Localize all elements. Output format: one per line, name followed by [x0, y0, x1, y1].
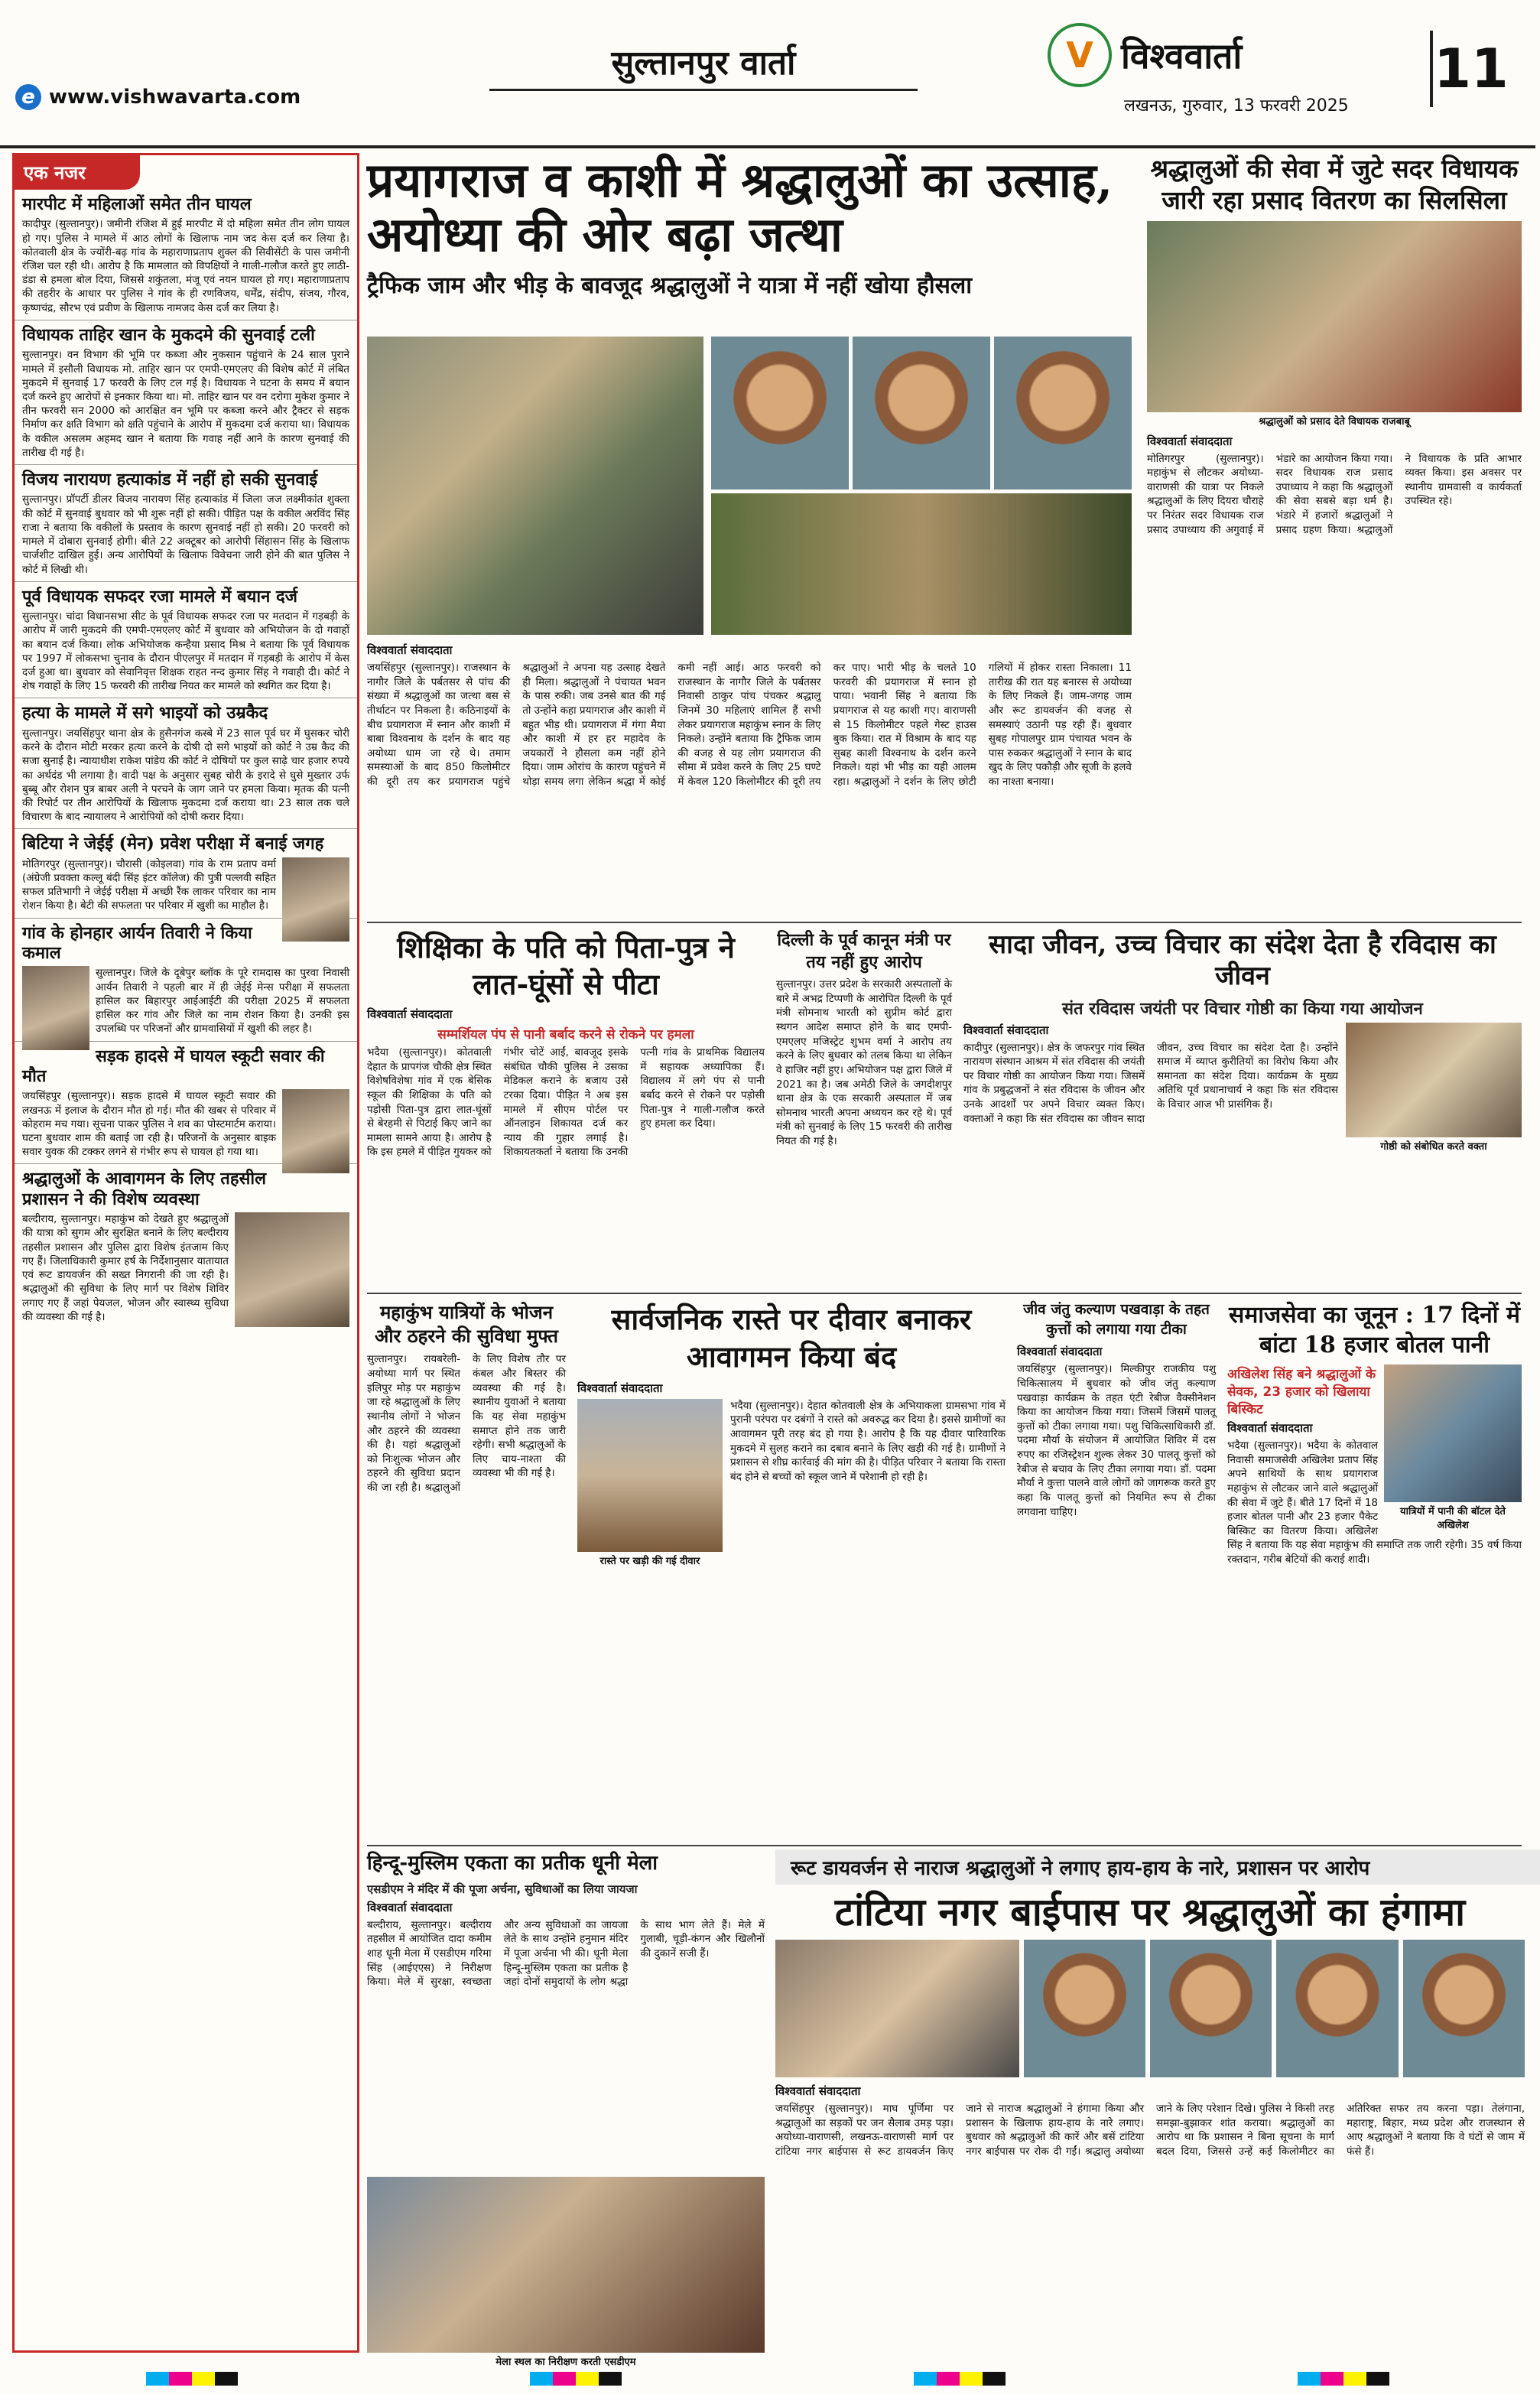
delhi-headline: दिल्ली के पूर्व कानून मंत्री पर तय नहीं हुए आरोप — [777, 930, 951, 972]
brief-title: श्रद्धालुओं के आवागमन के लिए तहसील प्रशासन ने की विशेष व्यवस्था — [22, 1169, 266, 1209]
unity-caption: मेला स्थल का निरीक्षण करती एसडीएम — [495, 2356, 636, 2368]
prasad-story — [1147, 153, 1522, 780]
page-number: 11 — [1430, 31, 1509, 107]
brief-item — [15, 465, 357, 582]
victim-photo — [282, 1089, 349, 1173]
prasad-headline: श्रद्धालुओं की सेवा में जुटे सदर विधायक जारी रहा प्रसाद वितरण का सिलसिला — [1150, 154, 1519, 216]
brief-item — [15, 1042, 357, 1165]
unity-byline: विश्ववार्ता संवाददाता — [367, 1900, 453, 1914]
divider — [367, 1293, 1522, 1294]
ravidas-caption: गोष्ठी को संबोधित करते वक्ता — [1380, 1140, 1487, 1153]
mahakumbh-text: सुल्तानपुर। रायबरेली-अयोध्या मार्ग पर स्थित इलिपुर मोड़ पर महाकुंभ जा रहे श्रद्धालुओं के लिए स्थानीय लोगों ने भोजन और ठहरने की व्यवस्था की है। यहां श्रद्धालुओं को निःशुल्क भोजन और ठहरने की सुविधा प्रदान की जा रही है। श्रद्धालुओं के लिए विशेष तौर पर कंबल और बिस्तर की व्यवस्था की गई है। स्थानीय युवाओं ने बताया कि यह सेवा महाकुंभ समाप्त होने तक जारी रहेगी। सभी श्रद्धालुओं के लिए चाय-नाश्ता की व्यवस्था भी की गई है। — [367, 1353, 566, 1494]
brief-title: गांव के होनहार आर्यन तिवारी ने किया कमाल — [22, 922, 252, 964]
unity-headline: हिन्दू-मुस्लिम एकता का प्रतीक धूनी मेला — [367, 1852, 658, 1875]
brand-name: विश्ववार्ता — [1121, 35, 1243, 76]
wall-headline: सार्वजनिक रास्ते पर दीवार बनाकर आवागमन किया बंद — [611, 1302, 972, 1374]
mahakumbh-headline: महाकुंभ यात्रियों के भोजन और ठहरने की सुविधा मुफ्त — [375, 1301, 558, 1348]
animal-byline: विश्ववार्ता संवाददाता — [1017, 1345, 1103, 1359]
water-photo-box — [1384, 1365, 1522, 1531]
brief-title: सड़क हादसे में घायल स्कूटी सवार की मौत — [22, 1046, 325, 1086]
unity-photo — [367, 2177, 765, 2353]
cooking-photo — [711, 493, 1132, 635]
brief-body: कादीपुर (सुल्तानपुर)। जमीनी रंजिश में हुई मारपीट में दो महिला समेत तीन लोग घायल हो गए। पुलिस ने मामले में आठ लोगों के खिलाफ नाम जद केस दर्ज कर लिया है। कोतवाली क्षेत्र के ज्योंरी-बढ़ गांव के महाराणाप्रताप शुक्ल की सिवीसेंटी के पास जमीनी रंजिश चल रही थी। आरोप है कि मामलात को विपक्षियों ने गाली-गलौज करते हुए लाठी-डंडा से हमला बोल दिया, जिससे शकुंतला, मंजू एवं नयन घायल हो गए। महाराणाप्रताप की तहरीर के आधार पर पुलिस ने गांव के ही रणविजय, धर्मेंद्र, संदीप, संजय, गौरव, कृष्णचंद्र, सौरभ एवं प्रवीण के खिलाफ नामजद केस दर्ज कर लिया है। — [22, 218, 349, 314]
prasad-caption: श्रद्धालुओं को प्रसाद देते विधायक राजबाबू — [1259, 415, 1410, 428]
teacher-kicker: सम्मर्शियल पंप से पानी बर्बाद करने से रोकने पर हमला — [437, 1027, 694, 1042]
mahakumbh-story — [367, 1300, 566, 1843]
delhi-story — [776, 929, 952, 1289]
tantiya-kicker: रूट डायवर्जन से नाराज श्रद्धालुओं ने लगाए हाय-हाय के नारे, प्रशासन पर आरोप — [775, 1849, 1540, 1885]
ravidas-subhead: संत रविदास जयंती पर विचार गोष्ठी का किया गया आयोजन — [1062, 999, 1423, 1019]
ek-nazar-column — [12, 153, 359, 2353]
section-title: सुल्तानपुर वार्ता — [489, 38, 918, 91]
brief-title: हत्या के मामले में सगे भाइयों को उम्रकैद — [22, 703, 268, 724]
unity-story — [367, 1851, 765, 2368]
lead-byline: विश्ववार्ता संवाददाता — [367, 643, 453, 657]
teacher-headline: शिक्षिका के पति को पिता-पुत्र ने लात-घूंसों से पीटा — [397, 930, 735, 1001]
brief-item — [15, 582, 357, 699]
print-registration-marks — [0, 2363, 1535, 2394]
ravidas-byline: विश्ववार्ता संवाददाता — [963, 1023, 1049, 1037]
brief-title: मारपीट में महिलाओं समेत तीन घायल — [22, 194, 252, 214]
website-link[interactable] — [15, 84, 301, 110]
website-url: www.vishwavarta.com — [49, 86, 301, 109]
brief-body: जयसिंहपुर (सुल्तानपुर)। सड़क हादसे में घायल स्कूटी सवार की लखनऊ में इलाज के दौरान मौत हो गई। मौत की खबर से परिवार में कोहराम मच गया। सूचना पाकर पुलिस ने शव का पोस्टमार्टम कराया। घटना बुधवार शाम की बताई जा रही है। परिजनों के अनुसार बाइक सवार युवक की टक्कर लगने से गंभीर रूप से घायल हो गया था। — [22, 1090, 276, 1159]
student-photo — [282, 857, 349, 942]
lead-subhead: ट्रैफिक जाम और भीड़ के बावजूद श्रद्धालुओं ने यात्रा में नहीं खोया हौसला — [367, 272, 973, 299]
wall-photo-box — [577, 1399, 723, 1567]
pilgrim-portrait — [853, 337, 990, 490]
lead-headline: प्रयागराज व काशी में श्रद्धालुओं का उत्साह, अयोध्या की ओर बढ़ा जत्था — [367, 152, 1113, 263]
tantiya-text: जयसिंहपुर (सुल्तानपुर)। माघ पूर्णिमा पर श्रद्धालुओं का सड़कों पर जन सैलाब उमड़ पड़ा। अयोध्या-वाराणसी, लखनऊ-वाराणसी मार्ग पर टांटिया नगर बाईपास से रूट डायवर्जन किए जाने से नाराज श्रद्धालुओं ने हंगामा किया और प्रशासन के खिलाफ हाय-हाय के नारे लगाए। बुधवार को श्रद्धालुओं की कारें और बसें टांटिया नगर बाईपास पर रोक दी गईं। श्रद्धालु अयोध्या जाने के लिए परेशान दिखे। पुलिस ने किसी तरह समझा-बुझाकर शांत कराया। श्रद्धालुओं का आरोप था कि प्रशासन ने बिना सूचना के मार्ग बदल दिया, जिससे उन्हें कई किलोमीटर का अतिरिक्त सफर तय करना पड़ा। तेलंगाना, महाराष्ट्र, बिहार, मध्य प्रदेश और राजस्थान से आए श्रद्धालुओं ने बताया कि वे घंटों से जाम में फंसे हैं। — [775, 2103, 1525, 2158]
pilgrim-portrait — [994, 337, 1132, 490]
color-bar — [914, 2372, 1006, 2386]
divider — [367, 1845, 1522, 1846]
ravidas-text: कादीपुर (सुल्तानपुर)। क्षेत्र के जफरपुर गांव स्थित नारायण संस्थान आश्रम में संत रविदास की जयंती पर विचार गोष्ठी का आयोजन किया गया। जिसमें गांव के प्रबुद्धजनों ने संत रविदास के जीवन और उनके आदर्शों पर अपने विचार व्यक्त किए। वक्ताओं ने कहा कि संत रविदास का जीवन सादा जीवन, उच्च विचार का संदेश देता है। उन्होंने समाज में व्याप्त कुरीतियों का विरोध किया और समानता का संदेश दिया। कार्यक्रम के मुख्य अतिथि पूर्व प्रधानाचार्य ने कहा कि संत रविदास के विचार आज भी प्रासंगिक हैं। — [963, 1041, 1338, 1125]
brief-title: विधायक ताहिर खान के मुकदमे की सुनवाई टली — [22, 324, 315, 345]
water-photo — [1384, 1365, 1522, 1502]
tantiya-byline: विश्ववार्ता संवाददाता — [775, 2084, 861, 2098]
pilgrim-portrait — [711, 337, 849, 490]
animal-text: जयसिंहपुर (सुल्तानपुर)। मिल्कीपुर राजकीय पशु चिकित्सालय में बुधवार को जीव जंतु कल्याण पखवाड़ा कार्यक्रम के तहत एंटी रेबीज वैक्सीनेशन किया का आयोजन किया गया। जिसमें जिसमें पालतू कुत्तों को टीका लगाया गया। पशु चिकित्साधिकारी डॉ. पदमा मौर्या के संयोजन में आयोजित शिविर में दस रुपए का रजिस्ट्रेशन शुल्क लेकर 30 पालतू कुत्तों को रेबीज से बचाव के लिए टीका लगाया गया। डॉ. पदमा मौर्या ने कुत्ता पालने वाले लोगों को जागरूक करते हुए कहा कि पालतू कुत्तों को नियमित रूप से टीका लगवाना चाहिए। — [1017, 1363, 1216, 1518]
animal-story — [1017, 1300, 1216, 1843]
pilgrim-portrait — [1024, 1940, 1145, 2077]
pilgrim-portrait — [1150, 1940, 1272, 2077]
v-logo-icon: V — [1048, 23, 1112, 87]
ek-nazar-label: एक नजर — [15, 155, 140, 190]
wall-byline: विश्ववार्ता संवाददाता — [577, 1381, 663, 1395]
unity-text: बल्दीराय, सुल्तानपुर। बल्दीराय तहसील में आयोजित दादा कमीम शाह धूनी मेला में एसडीएम गरिमा सिंह (आईएएस) ने निरीक्षण किया। मेले में सुरक्षा, स्वच्छता और अन्य सुविधाओं का जायजा लेते के साथ उन्होंने हनुमान मंदिर में पूजा अर्चना भी की। धूनी मेला हिन्दू-मुस्लिम एकता का प्रतीक है जहां दोनों समुदायों के लोग श्रद्धा के साथ भाग लेते हैं। मेले में गुलाबी, चूड़ी-कंगन और खिलौनों की दुकानें सजी हैं। — [367, 1918, 765, 1989]
color-bar — [1298, 2372, 1389, 2386]
wall-story — [577, 1300, 1006, 1843]
brief-body: बल्दीराय, सुल्तानपुर। महाकुंभ को देखते हुए श्रद्धालुओं की यात्रा को सुगम और सुरक्षित बनाने के लिए बल्दीराय तहसील प्रशासन और पुलिस द्वारा विशेष इंतजाम किए गए हैं। जिलाधिकारी कुमार हर्ष के निर्देशानुसार यातायात एवं रूट डायवर्जन की सख्त निगरानी की जा रही है। श्रद्धालुओं की सुविधा के लिए मार्ग पर विशेष शिविर लगाए गए हैं जहां पेयजल, भोजन और स्वास्थ्य सुविधा की व्यवस्था की गई है। — [22, 1213, 229, 1323]
browser-e-icon: e — [15, 84, 41, 110]
brief-item — [15, 698, 357, 829]
lead-text: जयसिंहपुर (सुल्तानपुर)। राजस्थान के नागौर जिले के पर्बतसर से पांच की संख्या में श्रद्धालुओं का जत्था बस से तीर्थाटन पर निकला है। कठिनाइयों के बीच प्रयागराज में स्नान और काशी में बाबा विश्वनाथ के दर्शन के बाद यह अयोध्या धाम जा रहे थे। तमाम समस्याओं के बाद 850 किलोमीटर की दूरी तय कर प्रयागराज पहुंचे श्रद्धालुओं ने अपना यह उत्साह देखते ही मिला। श्रद्धालुओं ने पंचायत भवन के पास रुकी। जब उनसे बात की गई तो उन्होंने कहा प्रयागराज और काशी में बहुत भीड़ थी। प्रयागराज में गंगा मैया और काशी में हर हर महादेव के जयकारों ने हौसला कम नहीं होने दिया। जाम ओरांच के कारण पहुंचने में थोड़ा समय लगा लेकिन श्रद्धा में कोई कमी नहीं आई। आठ फरवरी को राजस्थान के नागौर जिले के पर्बतसर निवासी ठाकुर पांच पंचकर श्रद्धालु जिनमें 30 महिलाएं शामिल हैं सभी लेकर प्रयागराज महाकुंभ स्नान के लिए निकले। उन्होंने बताया कि ट्रैफिक जाम की वजह से यह लोग प्रयागराज की सीमा में प्रवेश करने के लिए 25 घण्टे में केवल 120 किलोमीटर की दूरी तय कर पाए। भारी भीड़ के चलते 10 फरवरी की प्रयागराज में स्नान हो पाया। भवानी सिंह ने बताया कि प्रयागराज से यह काशी गए। वाराणसी से 15 किलोमीटर पहले गेस्ट हाउस बुक किया। रात में विश्राम के बाद यह सुबह काशी विश्वनाथ के दर्शन करने निकले। यहां भी भीड़ का यही आलम रहा। श्रद्धालुओं ने दर्शन के लिए छोटी गलियों में होकर रास्ता निकाला। 11 तारीख की रात यह बनारस से अयोध्या के लिए निकले हैं। जाम-जगह जाम और रूट डायवर्जन की वजह से समस्याएं उठानी पड़ रही हैं। बुधवार सुबह गोपालपुर ग्राम पंचायत भवन के पास रुककर श्रद्धालुओं ने स्नान के बाद खुद के लिए पकौड़ी और सूजी के हलवे का नाश्ता बनाया। — [367, 662, 1132, 788]
color-bar — [146, 2372, 238, 2386]
water-caption: यात्रियों में पानी की बॉटल देते अखिलेश — [1400, 1506, 1506, 1531]
ravidas-photo-box — [1346, 1023, 1522, 1153]
dateline: लखनऊ, गुरुवार, 13 फरवरी 2025 — [1124, 96, 1349, 115]
brief-body: सुल्तानपुर। जयसिंहपुर थाना क्षेत्र के हुसैनगंज कस्बे में 23 साल पूर्व घर में घुसकर चोरी करने के दौरान मोटी मरकर हत्या करने के दोषी दो सगे भाइयों को कोर्ट ने उम्र कैद की सजा सुनाई है। न्यायाधीश राकेश पांडेय की कोर्ट ने दोषियों पर कुल साढ़े चार हजार रुपये का अर्थदंड भी लगाया है। वादी पक्ष के अनुसार सुबह चोरी के इरादे से घुसे मुख्तार उर्फ बुब्बू और रोशन पुत्र बाबर अली ने परचने के जाग जाने पर हमला किया। मृतक की पत्नी की रिपोर्ट पर तीन आरोपियों के खिलाफ मुकदमा दर्ज कराया था। 23 साल तक चले विचारण के बाद न्यायालय ने आरोपियों को दोषी करार दिया। — [22, 727, 349, 824]
brief-body: मोतिगरपुर (सुल्तानपुर)। चौरासी (कोइलवा) गांव के राम प्रताप वर्मा (अंग्रेजी प्रवक्ता कल्लू बंदी सिंह इंटर कॉलेज) की पुत्री पल्लवी सहित सफल प्रतिभागी ने जेईई परीक्षा में अच्छी रैंक लाकर परिवार का नाम रोशन किया है। बेटी की सफलता पर परिवार में खुशी का माहौल है। — [22, 857, 276, 912]
brief-body: सुल्तानपुर। प्रॉपर्टी डीलर विजय नारायण सिंह हत्याकांड में जिला जज लक्ष्मीकांत शुक्ला की कोर्ट में सुनवाई बुधवार को भी शुरू नहीं हो सकी। पीड़ित पक्ष के वकील अरविंद सिंह राजा ने बताया कि वकीलों के प्रस्ताव के कारण सुनवाई नहीं हो सकी। 20 फरवरी को मामले में दोबारा सुनवाई होगी। बीते 22 अक्टूबर को आरोपी सिंहासन सिंह के खिलाफ चार्जशीट दाखिल हुई। अन्य आरोपियों के खिलाफ विवेचना जारी होने की बात पुलिस ने कोर्ट में लिखी थी। — [22, 493, 349, 576]
brief-title: बिटिया ने जेईई (मेन) प्रवेश परीक्षा में बनाई जगह — [22, 834, 324, 854]
wall-photo — [577, 1399, 723, 1552]
wall-caption: रास्ते पर खड़ी की गई दीवार — [599, 1555, 700, 1567]
pilgrim-portrait — [1276, 1940, 1398, 2077]
color-bar — [530, 2372, 622, 2386]
ravidas-photo — [1346, 1023, 1522, 1137]
brief-item — [15, 320, 357, 465]
brief-title: पूर्व विधायक सफदर रजा मामले में बयान दर्ज — [22, 586, 298, 607]
brief-item — [15, 190, 357, 320]
student-photo — [22, 966, 89, 1050]
wall-text: भदैया (सुल्तानपुर)। देहात कोतवाली क्षेत्र के अभियाकला ग्रामसभा गांव में पुरानी परंपरा पर दबंगों ने रास्ते को अवरुद्ध कर दिया है। इससे ग्रामीणों का आवागमन पूरी तरह बंद हो गया है। आरोप है कि यह दीवार पारिवारिक मुकदमे में सुलह कराने का दबाव बनाने के लिए खड़ी की गई है। ग्रामीणों ने प्रशासन से शीघ्र कार्रवाई की मांग की है। पीड़ित परिवार ने बताया कि रास्ता बंद होने से बच्चों को स्कूल जाने में परेशानी हो रही है। — [730, 1399, 1006, 1483]
unity-kicker: एसडीएम ने मंदिर में की पूजा अर्चना, सुविधाओं का लिया जायजा — [367, 1882, 638, 1896]
ravidas-story — [963, 929, 1522, 1296]
animal-headline: जीव जंतु कल्याण पखवाड़ा के तहत कुत्तों को लगाया गया टीका — [1023, 1301, 1210, 1338]
water-story — [1227, 1300, 1522, 1843]
water-kicker: अखिलेश सिंह बने श्रद्धालुओं के सेवक, 23 हजार को खिलाया बिस्किट — [1227, 1367, 1376, 1417]
brand-logo — [1048, 23, 1242, 87]
masthead — [0, 0, 1535, 148]
tantiya-photo-strip — [775, 1940, 1525, 2077]
teacher-story — [367, 929, 765, 1289]
prasad-byline: विश्ववार्ता संवाददाता — [1147, 434, 1233, 448]
prasad-photo — [1147, 221, 1522, 412]
brief-body: सुल्तानपुर। चांदा विधानसभा सीट के पूर्व विधायक सफदर रजा पर मतदान में गड़बड़ी के आरोप में जारी मुकदमे की एमपी-एमएलए कोर्ट में बुधवार को अभियोजन के दो गवाहों का बयान दर्ज किया। लोक अभियोजक कन्हैया प्रसाद मिश्र ने बताया कि पूर्व विधायक पर 1997 में लोकसभा चुनाव के दौरान पीएलपुर में मतदान में गड़बड़ी के आरोप में केस दर्ज हुआ था। बुधवार को सेवानिवृत्त शिक्षक राहत नन्द कुमार सिंह ने गवाही दी। कोर्ट ने शेष गवाहों के लिए 15 फरवरी की तारीख नियत कर मामले को स्थगित कर दिया है। — [22, 610, 349, 693]
water-byline: विश्ववार्ता संवाददाता — [1227, 1421, 1313, 1435]
pilgrims-photo — [235, 1212, 349, 1327]
delhi-text: सुल्तानपुर। उत्तर प्रदेश के सरकारी अस्पतालों के बारे में अभद्र टिप्पणी के आरोपित दिल्ली के पूर्व मंत्री सोमनाथ भारती को सुप्रीम कोर्ट द्वारा स्थगन आदेश समाप्त होने के बाद एमपी-एमएलए मजिस्ट्रेट शुभम वर्मा ने आरोप तय करने के लिए बुधवार को तलब किया था लेकिन वे हाजिर नहीं हुए। अभियोजन पक्ष द्वारा जिले में 2021 का है। जब अमेठी जिले के जगदीशपुर थाना क्षेत्र के एक सरकारी अस्पताल में जब सोमनाथ भारती अपना अध्ययन कर रहे थे। पूर्व मंत्री को सुनवाई के लिए 15 फरवरी की तारीख नियत की गई है। — [776, 978, 952, 1148]
tantiya-headline: टांटिया नगर बाईपास पर श्रद्धालुओं का हंगामा — [834, 1889, 1466, 1934]
prasad-text: मोतिगरपुर (सुल्तानपुर)। महाकुंभ से लौटकर अयोध्या-वाराणसी की यात्रा पर निकले श्रद्धालुओं के लिए दियरा चौराहे पर निरंतर सदर विधायक राज प्रसाद उपाध्याय की अगुवाई में भंडारे का आयोजन किया गया। सदर विधायक राज प्रसाद उपाध्याय ने कहा कि श्रद्धालुओं की सेवा सबसे बड़ा धर्म है। भंडारे में हजारों श्रद्धालुओं ने प्रसाद ग्रहण किया। श्रद्धालुओं ने विधायक के प्रति आभार व्यक्त किया। इस अवसर पर स्थानीय ग्रामवासी व कार्यकर्ता उपस्थित रहे। — [1147, 452, 1522, 536]
brief-body: सुल्तानपुर। वन विभाग की भूमि पर कब्जा और नुकसान पहुंचाने के 24 साल पुराने मामले में इसौली विधायक मो. ताहिर खान पर एमपी-एमएलए की विशेष कोर्ट में लंबित मुकदमे में सुनवाई 17 फरवरी के लिए टल गई है। विधायक ने घटना के समय में बयान दर्ज करने हुए आरोपों से इनकार किया था। मो. ताहिर खान पर वन दरोगा मुकेश कुमार ने तीन फरवरी सन 2000 को आरक्षित वन भूमि पर कब्जा करने और ट्रैक्टर से सड़क निर्माण कर क्षति विभाग को क्षति पहुंचाने के आरोप में मुकदमा दर्ज कराया था। विधायक के वकील असलम अहमद खान ने बताया कि गवाह नहीं आने के कारण सुनवाई की तारीख दी गई है। — [22, 349, 349, 459]
tantiya-story — [775, 1889, 1525, 2356]
divider — [367, 922, 1522, 923]
water-headline: समाजसेवा का जूनून : 17 दिनों में बांटा 18 हजार बोतल पानी — [1229, 1302, 1520, 1358]
lead-story-header — [367, 153, 1132, 300]
lead-story-body — [367, 642, 1132, 918]
water-text: भदैया (सुल्तानपुर)। भदैया के कोतवाल निवासी समाजसेवी अखिलेश प्रताप सिंह अपने साथियों के साथ प्रयागराज महाकुंभ से लौटकर जाने वाले श्रद्धालुओं की सेवा में जुटे हैं। बीते 17 दिनों में 18 हजार बोतल पानी और 23 हजार पैकेट बिस्किट का वितरण किया। अखिलेश सिंह ने बताया कि यह सेवा महाकुंभ की समाप्ति तक जारी रहेगी। 35 वर्ष किया रक्तदान, गरीब बेटियों की कराई शादी। — [1227, 1439, 1522, 1566]
teacher-byline: विश्ववार्ता संवाददाता — [367, 1007, 453, 1021]
brief-item — [15, 1164, 357, 1329]
ravidas-headline: सादा जीवन, उच्च विचार का संदेश देता है रविदास का जीवन — [989, 929, 1496, 991]
brief-body: सुल्तानपुर। जिले के दूबेपुर ब्लॉक के पूरे रामदास का पुरवा निवासी आर्यन तिवारी ने पहली बार में ही जेईई मेन्स परीक्षा में सफलता हासिल कर बिहारपुर आईआईटी की परीक्षा 2025 में सफलता हासिल कर गांव और जिले का नाम रोशन किया है। उनकी इस उपलब्धि पर परिजनों और ग्रामवासियों में खुशी की लहर है। — [96, 967, 349, 1036]
brief-item — [15, 829, 357, 918]
brief-title: विजय नारायण हत्याकांड में नहीं हो सकी सुनवाई — [22, 470, 318, 490]
pilgrim-portrait — [1403, 1940, 1525, 2077]
crowd-photo — [775, 1940, 1019, 2077]
pilgrims-group-photo — [367, 337, 703, 635]
teacher-text: भदैया (सुल्तानपुर)। कोतवाली देहात के प्रापगंज चौकी क्षेत्र स्थित विशेषविशेषा गांव में एक बेसिक स्कूल की शिक्षिका के पति को पड़ोसी पिता-पुत्र द्वारा लात-घूंसों से बेरहमी से पिटाई किए जाने का मामला सामने आया है। आरोप है कि इस हमले में पीड़ित गुयकर को गंभीर चोटें आईं, बावजूद इसके संबंधित चौकी पुलिस ने उसका मेडिकल कराने के बजाय उसे टरका दिया। पीड़ित ने अब इस मामले में सीएम पोर्टल पर ऑनलाइन शिकायत दर्ज कर न्याय की गुहार लगाई है। शिकायतकर्ता ने बताया कि उनकी पत्नी गांव के प्राथमिक विद्यालय में सहायक अध्यापिका हैं। विद्यालय में लगे पंप से पानी बर्बाद करने से रोकने पर पड़ोसी पिता-पुत्र ने गाली-गलौज करते हुए हमला कर दिया। — [367, 1046, 765, 1159]
